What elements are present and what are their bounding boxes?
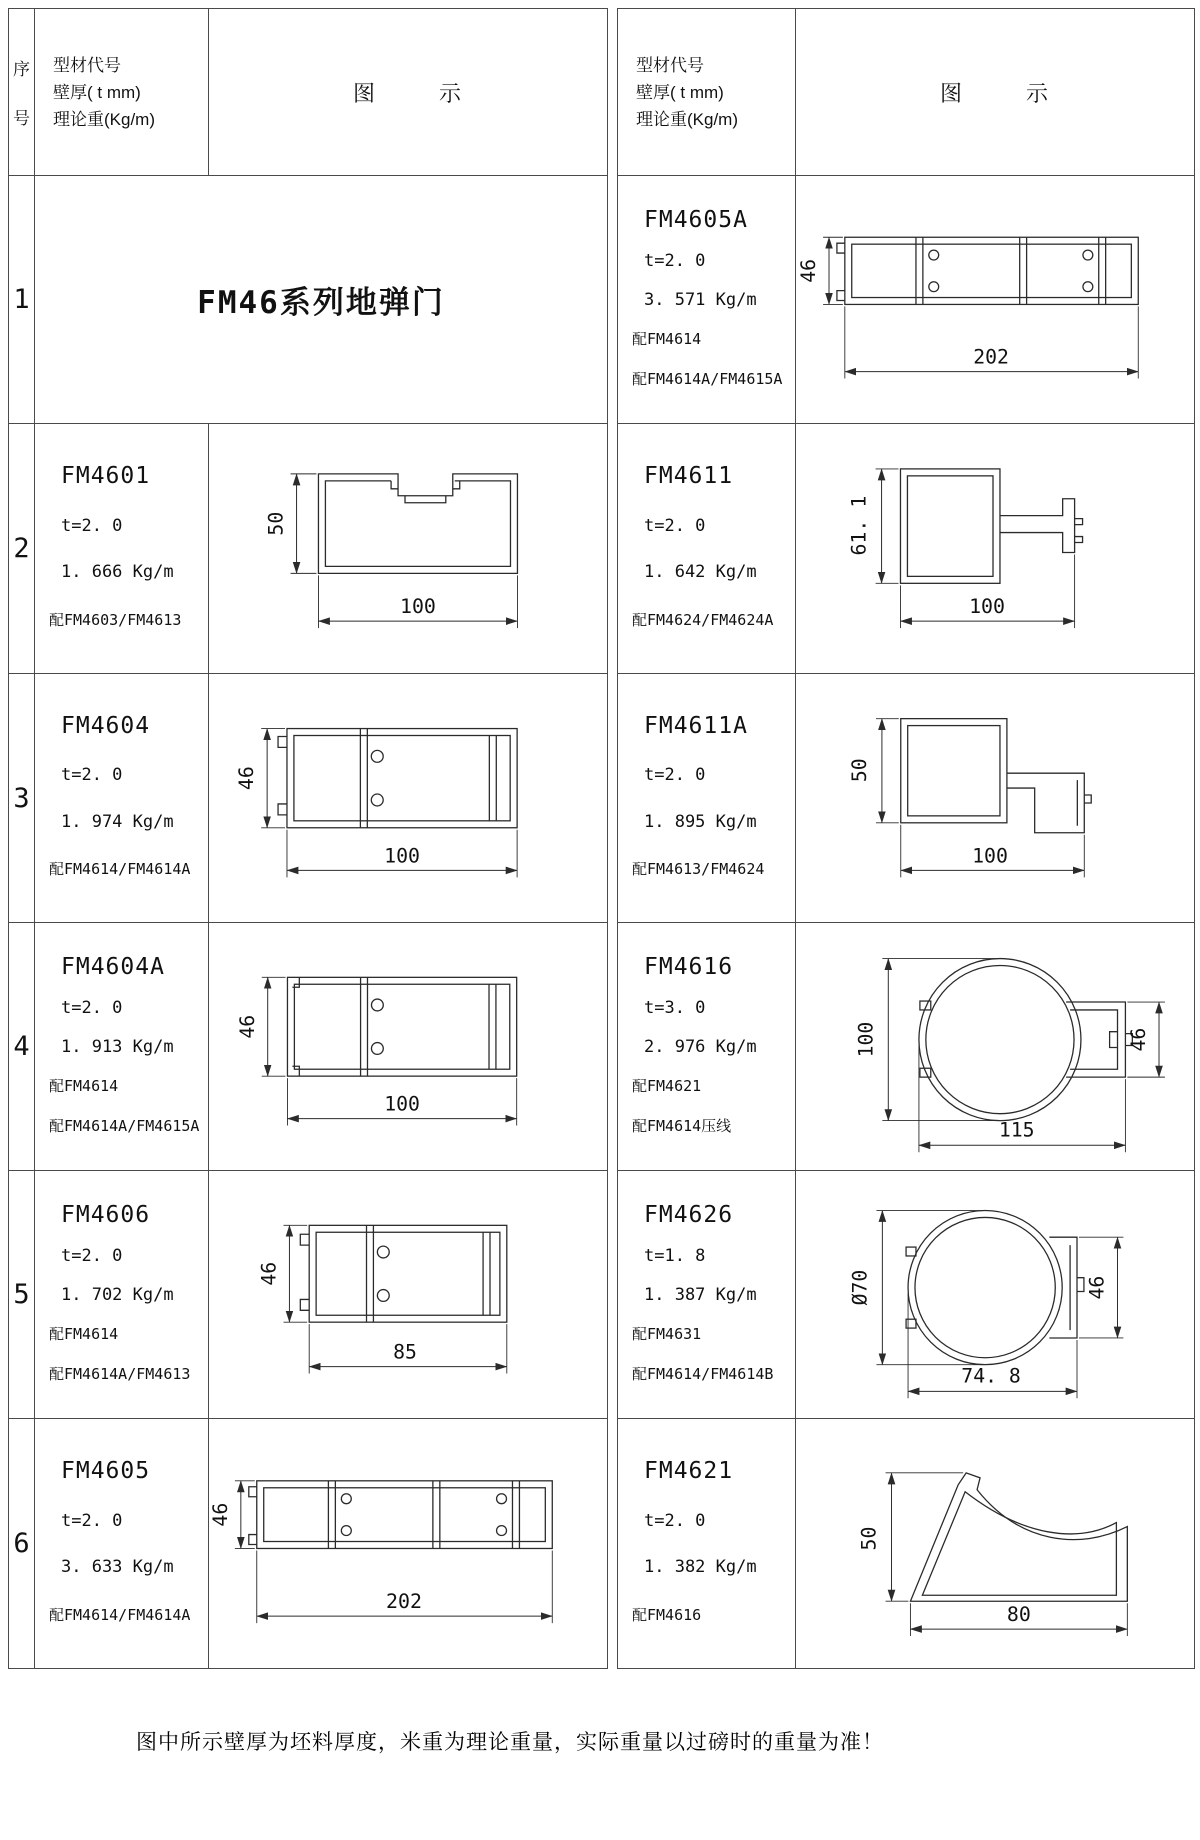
header-serial-char1: 序 xyxy=(13,60,30,79)
header-serial-char2: 号 xyxy=(13,109,30,128)
dim-label-height: 61. 1 xyxy=(847,495,871,556)
profile-diagram-fm4626 xyxy=(796,1171,1194,1418)
diagram-cell-fm4621 xyxy=(796,1419,1194,1668)
dim-label-width: 74. 8 xyxy=(961,1364,1021,1388)
profile-outline xyxy=(287,977,516,1076)
series-title: FM46系列地弹门 xyxy=(35,176,607,424)
profile-code: FM4611A xyxy=(644,712,748,739)
header-diagram-char1: 图 xyxy=(939,80,964,106)
profile-diagram-fm4606 xyxy=(209,1171,607,1418)
profile-diagram-fm4621 xyxy=(796,1419,1194,1668)
profile-code: FM4626 xyxy=(644,1201,734,1228)
dim-label-height: 46 xyxy=(257,1261,281,1286)
profile-code: FM4601 xyxy=(61,462,151,489)
dim-label-side: 46 xyxy=(1127,1027,1151,1052)
profile-match-2: 配FM4614压线 xyxy=(632,1116,732,1135)
diagram-cell-fm4611 xyxy=(796,424,1194,674)
dimension-width xyxy=(318,575,517,628)
dimension-height xyxy=(265,474,317,574)
serial-1: 1 xyxy=(9,176,35,424)
dimension-height xyxy=(848,719,899,823)
dim-label-height: 46 xyxy=(235,1014,259,1039)
profile-thickness: t=2. 0 xyxy=(61,998,123,1018)
info-fm4605 xyxy=(35,1419,209,1668)
profile-match: 配FM4614/FM4614A xyxy=(49,860,191,879)
serial-6: 6 xyxy=(9,1419,35,1668)
profile-match: 配FM4616 xyxy=(632,1606,702,1625)
profile-diagram-fm4616 xyxy=(796,923,1194,1170)
profile-match: 配FM4614 xyxy=(49,1325,119,1343)
header-info-line2: 壁厚( t mm) xyxy=(53,82,141,102)
profile-match: 配FM4613/FM4624 xyxy=(632,860,765,879)
header-diagram-left xyxy=(209,9,607,176)
dim-label-width: 202 xyxy=(386,1590,422,1614)
profile-match: 配FM4614/FM4614A xyxy=(49,1606,191,1625)
profile-thickness: t=2. 0 xyxy=(644,1510,706,1531)
profile-table-left xyxy=(8,8,608,1669)
dimension-width xyxy=(845,306,1138,378)
header-serial xyxy=(9,9,35,176)
header-diagram-char2: 示 xyxy=(439,80,464,106)
dim-label-height: 46 xyxy=(797,258,821,283)
profile-thickness: t=2. 0 xyxy=(61,1510,123,1531)
info-fm4611a xyxy=(618,674,796,923)
profile-thickness: t=2. 0 xyxy=(644,765,706,786)
profile-thickness: t=3. 0 xyxy=(644,998,706,1018)
dimension-width xyxy=(900,554,1074,628)
dimension-height xyxy=(849,1211,984,1365)
dimension-width xyxy=(287,830,517,878)
profile-diagram-fm4611a xyxy=(796,674,1194,922)
dimension-height xyxy=(236,977,286,1076)
dim-label-width: 115 xyxy=(998,1118,1035,1142)
header-diagram-char2: 示 xyxy=(1026,80,1051,106)
profile-diagram-fm4604 xyxy=(209,674,607,922)
profile-thickness: t=2. 0 xyxy=(61,765,123,786)
info-fm4621 xyxy=(618,1419,796,1668)
dimension-width xyxy=(257,1550,553,1623)
header-diagram-right xyxy=(796,9,1194,176)
profile-match-2: 配FM4614A/FM4613 xyxy=(49,1364,191,1383)
profile-match-2: 配FM4614A/FM4615A xyxy=(632,369,783,388)
profile-weight: 1. 913 Kg/m xyxy=(61,1036,174,1057)
profile-diagram-fm4604a xyxy=(209,923,607,1170)
profile-outline xyxy=(910,1473,1127,1601)
info-fm4616 xyxy=(618,923,796,1171)
dimension-side xyxy=(1127,1002,1165,1077)
diagram-cell-fm4605 xyxy=(209,1419,607,1668)
dim-label-width: 100 xyxy=(384,844,420,868)
profile-outline xyxy=(300,1225,506,1322)
header-diagram-char1: 图 xyxy=(352,80,377,106)
dim-label-height: 50 xyxy=(857,1526,881,1551)
dim-label-width: 100 xyxy=(384,1092,420,1116)
dim-label-height: Ø70 xyxy=(848,1269,872,1306)
dim-label-height: 50 xyxy=(848,758,872,783)
header-info-line3: 理论重(Kg/m) xyxy=(53,109,155,129)
profile-match: 配FM4631 xyxy=(632,1325,702,1343)
profile-weight: 1. 666 Kg/m xyxy=(61,562,174,583)
dim-label-height: 100 xyxy=(854,1021,878,1058)
profile-weight: 1. 387 Kg/m xyxy=(644,1284,757,1305)
header-info-line3: 理论重(Kg/m) xyxy=(636,109,738,129)
profile-thickness: t=1. 8 xyxy=(644,1246,706,1266)
profile-outline xyxy=(919,959,1132,1121)
profile-code: FM4606 xyxy=(61,1201,151,1228)
dimension-height xyxy=(848,469,899,583)
info-fm4605a xyxy=(618,176,796,424)
dimension-height xyxy=(858,1473,964,1601)
profile-code: FM4604 xyxy=(61,712,151,739)
profile-outline xyxy=(901,719,1091,833)
diagram-cell-fm4604 xyxy=(209,674,607,923)
dim-label-width: 202 xyxy=(973,345,1009,369)
profile-code: FM4605 xyxy=(61,1457,151,1484)
profile-weight: 1. 702 Kg/m xyxy=(61,1284,174,1305)
dimension-width xyxy=(287,1078,516,1125)
profile-match-2: 配FM4614A/FM4615A xyxy=(49,1116,200,1135)
profile-thickness: t=2. 0 xyxy=(644,515,706,536)
header-info-line1: 型材代号 xyxy=(636,55,704,75)
profile-match: 配FM4603/FM4613 xyxy=(49,611,182,630)
profile-outline xyxy=(278,729,517,828)
dim-label-width: 100 xyxy=(969,595,1006,619)
profile-outline xyxy=(249,1481,552,1549)
profile-code: FM4605A xyxy=(644,206,748,233)
profile-thickness: t=2. 0 xyxy=(61,515,123,536)
dim-label-width: 85 xyxy=(393,1340,417,1364)
diagram-cell-fm4601 xyxy=(209,424,607,674)
profile-outline xyxy=(906,1211,1084,1365)
profile-table-right xyxy=(617,8,1195,1669)
header-info-left xyxy=(35,9,209,176)
profile-outline xyxy=(318,474,517,574)
dim-label-width: 80 xyxy=(1006,1603,1031,1627)
dimension-width xyxy=(910,1603,1127,1636)
profile-thickness: t=2. 0 xyxy=(61,1246,123,1266)
diagram-cell-fm4626 xyxy=(796,1171,1194,1419)
dimension-side xyxy=(1079,1237,1123,1338)
info-fm4611 xyxy=(618,424,796,674)
serial-4: 4 xyxy=(9,923,35,1171)
dim-label-width: 100 xyxy=(399,595,436,619)
profile-weight: 3. 633 Kg/m xyxy=(61,1557,174,1578)
diagram-cell-fm4616 xyxy=(796,923,1194,1171)
dimension-height xyxy=(209,1481,255,1549)
profile-weight: 1. 382 Kg/m xyxy=(644,1557,757,1578)
profile-code: FM4621 xyxy=(644,1457,734,1484)
profile-diagram-fm4605 xyxy=(209,1419,607,1668)
header-info-line2: 壁厚( t mm) xyxy=(636,82,724,102)
dim-label-side: 46 xyxy=(1085,1275,1109,1300)
profile-thickness: t=2. 0 xyxy=(644,251,706,271)
profile-code: FM4611 xyxy=(644,462,734,489)
profile-match: 配FM4621 xyxy=(632,1077,702,1095)
dim-label-width: 100 xyxy=(972,844,1008,868)
profile-diagram-fm4601 xyxy=(209,424,607,673)
profile-outline xyxy=(900,469,1082,583)
info-fm4601 xyxy=(35,424,209,674)
profile-code: FM4616 xyxy=(644,953,734,980)
profile-diagram-fm4611 xyxy=(796,424,1194,673)
profile-outline xyxy=(837,237,1138,304)
dim-label-height: 50 xyxy=(264,511,288,536)
diagram-cell-fm4611a xyxy=(796,674,1194,923)
serial-5: 5 xyxy=(9,1171,35,1419)
profile-match: 配FM4614 xyxy=(632,330,702,348)
info-fm4606 xyxy=(35,1171,209,1419)
profile-weight: 2. 976 Kg/m xyxy=(644,1036,757,1057)
profile-diagram-fm4605a xyxy=(796,176,1194,423)
diagram-cell-fm4604a xyxy=(209,923,607,1171)
dimension-height xyxy=(797,237,843,304)
dim-label-height: 46 xyxy=(209,1502,232,1527)
profile-code: FM4604A xyxy=(61,953,165,980)
profile-weight: 1. 895 Kg/m xyxy=(644,811,757,832)
dim-label-height: 46 xyxy=(235,766,259,791)
diagram-cell-fm4605a xyxy=(796,176,1194,424)
profile-weight: 1. 642 Kg/m xyxy=(644,562,757,583)
header-info-line1: 型材代号 xyxy=(53,55,121,75)
profile-match-2: 配FM4614/FM4614B xyxy=(632,1364,774,1383)
info-fm4604a xyxy=(35,923,209,1171)
profile-match: 配FM4624/FM4624A xyxy=(632,611,774,630)
info-fm4626 xyxy=(618,1171,796,1419)
serial-2: 2 xyxy=(9,424,35,674)
profile-weight: 3. 571 Kg/m xyxy=(644,289,757,310)
info-fm4604 xyxy=(35,674,209,923)
header-info-right xyxy=(618,9,796,176)
dimension-width xyxy=(919,1046,1125,1153)
footer-note: 图中所示壁厚为坯料厚度，米重为理论重量，实际重量以过磅时的重量为准！ xyxy=(136,1731,884,1754)
serial-3: 3 xyxy=(9,674,35,923)
dimension-width xyxy=(309,1324,507,1373)
diagram-cell-fm4606 xyxy=(209,1171,607,1419)
profile-weight: 1. 974 Kg/m xyxy=(61,811,174,832)
profile-match: 配FM4614 xyxy=(49,1077,119,1095)
